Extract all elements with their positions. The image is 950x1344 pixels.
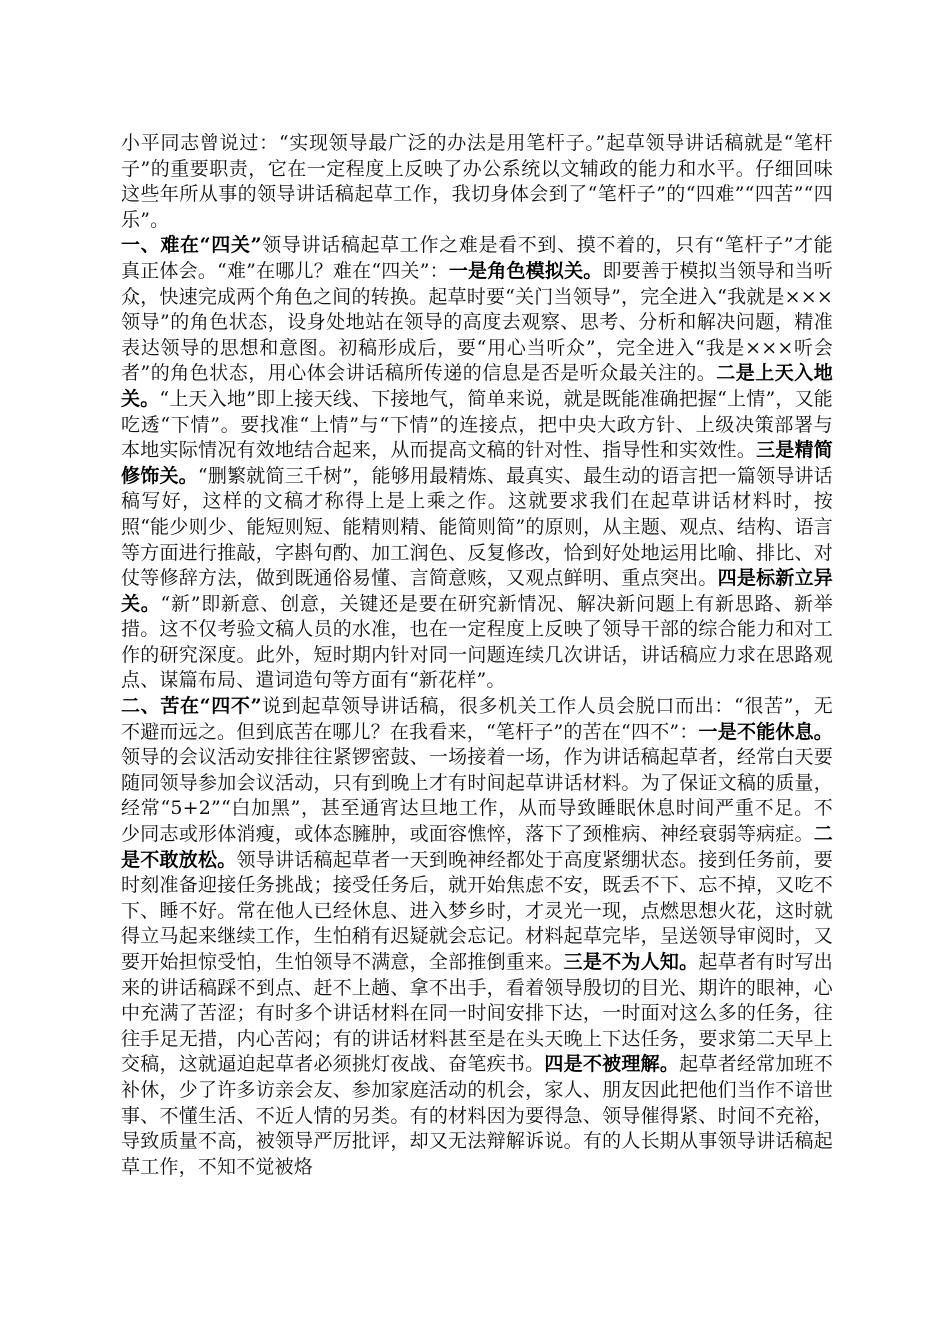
point-heading: 三是不为人知。 — [563, 951, 699, 973]
point-heading: 二是上天入地关。 — [121, 362, 833, 410]
paragraph-text: 小平同志曾说过：“实现领导最广泛的办法是用笔杆子。”起草领导讲话稿就是“笔杆子”的重要职责，它在一定程度上反映了办公系统以文辅政的能力和水平。仔细回味这些年所从事的领导讲话稿起草工作，我切身体会到了“笔杆子”的“四难”“四苦”“四乐”。 — [121, 132, 833, 231]
paragraph-text: 领导讲话稿起草工作之难是看不到、摸不着的，只有“笔杆子”才能真正体会。“难”在哪儿？难在“四关”： — [121, 234, 833, 282]
paragraph-text: 说到起草领导讲话稿，很多机关工作人员会脱口而出：“很苦”，无不避而远之。但到底苦在哪儿？在我看来，“笔杆子”的苦在“四不”： — [121, 695, 833, 743]
paragraph-text: 起草者经常加班不补休，少了许多访亲会友、参加家庭活动的机会，家人、朋友因此把他们当作不谙世事、不懂生活、不近人情的另类。有的材料因为要得急、领导催得紧、时间不充裕，导致质量不高，被领导严厉批评，却又无法辩解诉说。有的人长期从事领导讲话稿起草工作，不知不觉被烙 — [121, 1053, 834, 1178]
point-heading: 四是标新立异关。 — [121, 567, 833, 615]
paragraph-text: 领导讲话稿起草者一天到晚神经都处于高度紧绷状态。接到任务前，要时刻准备迎接任务挑战；接受任务后，就开始焦虑不安，既丢不下、忘不掉，又吃不下、睡不好。常在他人已经休息、进入梦乡时，才灵光一现，点燃思想火花，这时就得立马起来继续工作，生怕稍有迟疑就会忘记。材料起草完毕，呈送领导审阅时，又要开始担惊受怕，生怕领导不满意，全部推倒重来。 — [121, 848, 833, 973]
paragraph-text: 起草者有时写出来的讲话稿踩不到点、赶不上趟、拿不出手，看着领导殷切的目光、期许的眼神，心中充满了苦涩；有时多个讲话材料在同一时间安排下达，一时面对这么多的任务，往往手足无措，内心苦闷；有的讲话材料甚至是在头天晚上下达任务，要求第二天早上交稿，这就逼迫起草者必须挑灯夜战、奋笔疾书。 — [121, 951, 833, 1076]
paragraph-text: “上天入地”即上接天线、下接地气，简单来说，就是既能准确把握“上情”，又能吃透“下情”。要找准“上情”与“下情”的连接点，把中央大政方针、上级决策部署与本地实际情况有效地结合起来，从而提高文稿的针对性、指导性和实效性。 — [121, 387, 833, 462]
point-heading: 一是角色模拟关。 — [448, 259, 603, 282]
point-heading: 二是不敢放松。 — [121, 823, 833, 871]
point-heading: 四是不被理解。 — [544, 1053, 680, 1076]
paragraph-section-two — [121, 694, 833, 1180]
paragraph-intro — [121, 131, 833, 233]
document-page — [121, 131, 833, 1180]
paragraph-section-one — [121, 233, 833, 694]
point-heading: 三是精简修饰关。 — [121, 439, 833, 487]
point-heading: 一是不能休息。 — [698, 720, 833, 743]
paragraph-text: 即要善于模拟当领导和当听众，快速完成两个角色之间的转换。起草时要“关门当领导”，完全进入“我就是×××领导”的角色状态，设身处地站在领导的高度去观察、思考、分析和解决问题，精准表达领导的思想和意图。初稿形成后，要“用心当听众”，完全进入“我是×××听会者”的角色状态，用心体会讲话稿所传递的信息是否是听众最关注的。 — [121, 259, 833, 385]
paragraph-text: “新”即新意、创意，关键还是要在研究新情况、解决新问题上有新思路、新举措。这不仅考验文稿人员的水准，也在一定程度上反映了领导干部的综合能力和对工作的研究深度。此外，短时期内针对同一问题连续几次讲话，讲话稿应力求在思路观点、谋篇布局、遣词造句等方面有“新花样”。 — [121, 592, 833, 692]
section-heading: 二、苦在“四不” — [121, 695, 262, 718]
paragraph-text: 领导的会议活动安排往往紧锣密鼓、一场接着一场，作为讲话稿起草者，经常白天要随同领导参加会议活动，只有到晚上才有时间起草讲话材料。为了保证文稿的质量，经常“5+2”“白加黑”，甚至通宵达旦地工作，从而导致睡眠休息时间严重不足。不少同志或形体消瘦，或体态臃肿，或面容憔悴，落下了颈椎病、神经衰弱等病症。 — [121, 746, 833, 846]
paragraph-text: “删繁就简三千树”，能够用最精炼、最真实、最生动的语言把一篇领导讲话稿写好，这样的文稿才称得上是上乘之作。这就要求我们在起草讲话材料时，按照“能少则少、能短则短、能精则精、能简则简”的原则，从主题、观点、结构、语言等方面进行推敲，字斟句酌、加工润色、反复修改，恰到好处地运用比喻、排比、对仗等修辞方法，做到既通俗易懂、言简意赅，又观点鲜明、重点突出。 — [121, 464, 833, 590]
section-heading: 一、难在“四关” — [121, 234, 262, 257]
